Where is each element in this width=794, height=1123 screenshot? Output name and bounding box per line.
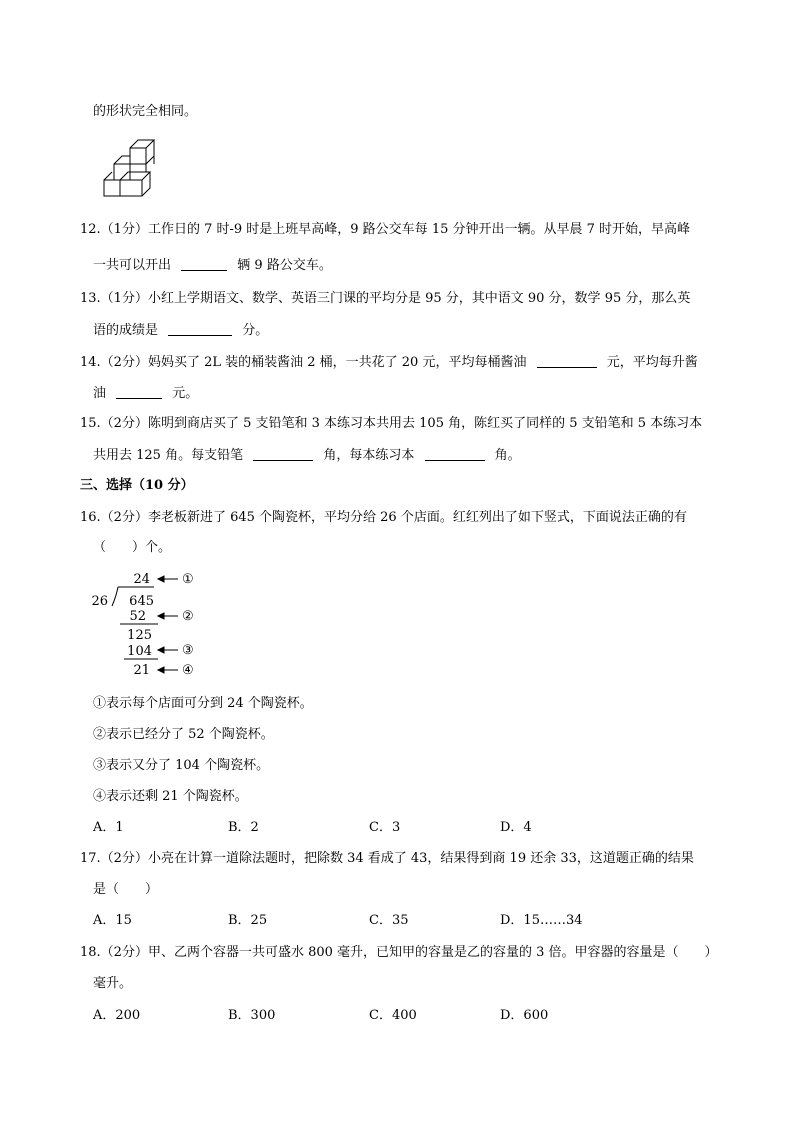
q14-per-liter-blank[interactable] [116, 384, 162, 399]
q18-option-a[interactable]: A．200 [93, 1008, 141, 1023]
q16-option-c[interactable]: C．3 [369, 820, 401, 835]
q18-line2: 毫升。 [93, 976, 133, 991]
q14-per-barrel-blank[interactable] [537, 353, 597, 368]
q16-option-b[interactable]: B．2 [228, 820, 259, 835]
long-division-figure [88, 570, 218, 682]
marker-4: ④ [182, 663, 194, 678]
q13-answer-blank[interactable] [168, 321, 232, 336]
marker-3: ③ [182, 643, 194, 658]
q16-statement-2: ②表示已经分了 52 个陶瓷杯。 [93, 727, 274, 742]
q16-option-d[interactable]: D．4 [500, 820, 532, 835]
q14-line2: 油 元。 [93, 386, 199, 401]
q18-option-d[interactable]: D．600 [500, 1008, 549, 1023]
division-remainder: 21 [133, 663, 150, 678]
q13-line2: 语的成绩是 分。 [93, 323, 269, 338]
division-step2: 125 [127, 628, 152, 643]
division-step1: 52 [129, 609, 146, 624]
cube-stack-figure [102, 138, 164, 198]
q13-line1: 13.（1分）小红上学期语文、数学、英语三门课的平均分是 95 分，其中语文 90 分，数学 95 分，那么英 [80, 291, 691, 306]
q16-statement-1: ①表示每个店面可分到 24 个陶瓷杯。 [93, 696, 313, 711]
q18-option-b[interactable]: B．300 [228, 1008, 276, 1023]
q15-line1: 15.（2分）陈明到商店买了 5 支铅笔和 3 本练习本共用去 105 角，陈红买了同样的 5 支铅笔和 5 本练习本 [80, 416, 703, 431]
q16-option-a[interactable]: A．1 [93, 820, 124, 835]
q15-line2: 共用去 125 角。每支铅笔 角，每本练习本 角。 [93, 448, 521, 463]
q12-line2: 一共可以开出 辆 9 路公交车。 [93, 258, 332, 273]
q18-line1: 18.（2分）甲、乙两个容器一共可盛水 800 毫升，已知甲的容量是乙的容量的 3 倍。甲容器的容量是（ ） [80, 945, 718, 960]
marker-1: ① [182, 572, 194, 587]
q18-option-c[interactable]: C．400 [369, 1008, 417, 1023]
q17-option-b[interactable]: B．25 [228, 913, 268, 928]
q12-answer-blank[interactable] [181, 256, 227, 271]
division-divisor: 26 [91, 594, 108, 609]
q17-line2: 是（ ） [93, 882, 159, 897]
q16-line1: 16.（2分）李老板新进了 645 个陶瓷杯，平均分给 26 个店面。红红列出了如下竖式，下面说法正确的有 [80, 510, 687, 525]
q17-line1: 17.（2分）小亮在计算一道除法题时，把除数 34 看成了 43，结果得到商 19 还余 33，这道题正确的结果 [80, 851, 694, 866]
q17-option-d[interactable]: D．15……34 [500, 913, 583, 928]
division-dividend: 645 [129, 594, 154, 609]
q15-pencil-blank[interactable] [253, 446, 313, 461]
section-heading-choice: 三、选择（10 分） [80, 478, 194, 493]
q17-option-a[interactable]: A．15 [93, 913, 132, 928]
q17-option-c[interactable]: C．35 [369, 913, 409, 928]
marker-2: ② [182, 609, 194, 624]
division-quotient: 24 [133, 572, 150, 587]
q16-statement-4: ④表示还剩 21 个陶瓷杯。 [93, 789, 248, 804]
previous-question-tail: 的形状完全相同。 [93, 104, 198, 119]
division-step3: 104 [127, 644, 152, 659]
q16-line2: （ ）个。 [93, 540, 172, 555]
q14-line1: 14.（2分）妈妈买了 2L 装的桶装酱油 2 桶，一共花了 20 元，平均每桶酱油 元，平均每升酱 [80, 355, 698, 370]
q15-notebook-blank[interactable] [425, 446, 485, 461]
q16-statement-3: ③表示又分了 104 个陶瓷杯。 [93, 758, 270, 773]
q12-line1: 12.（1分）工作日的 7 时-9 时是上班早高峰，9 路公交车每 15 分钟开出一辆。从早晨 7 时开始，早高峰 [80, 222, 691, 237]
